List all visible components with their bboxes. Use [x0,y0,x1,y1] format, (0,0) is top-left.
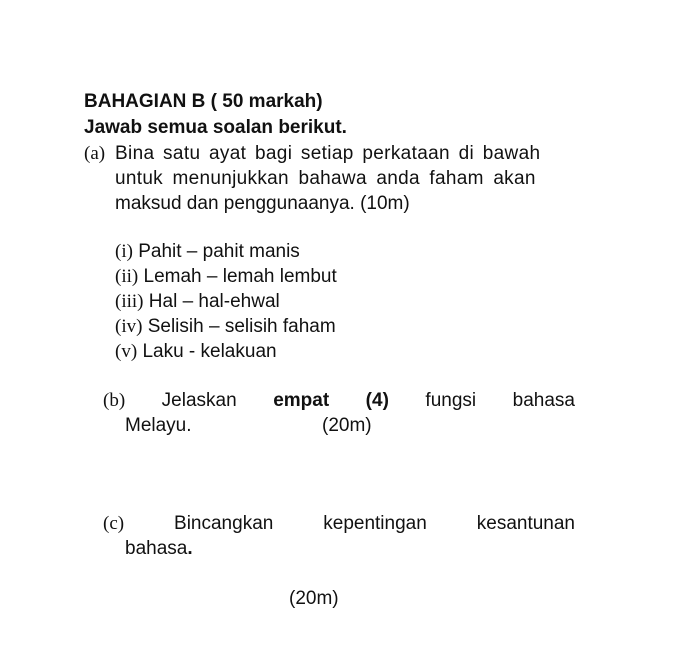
item-numeral: (iv) [115,316,143,337]
section-title: BAHAGIAN B ( 50 markah) [84,91,323,112]
item-text: Laku - kelakuan [142,341,277,362]
question-a-line-2-text: untuk menunjukkan bahawa anda faham akan [115,168,536,189]
question-c-line-2-text: bahasa [125,538,188,559]
list-item [115,290,280,314]
section-instruction: Jawab semua soalan berikut. [84,117,347,138]
question-c-marks: (20m) [289,588,339,609]
list-item [115,315,336,339]
question-b-bold-number: (4) [365,390,389,411]
question-c-line-1 [103,512,575,536]
question-c-word: kesantunan [476,513,575,534]
item-text: Selisih – selisih faham [147,316,336,337]
list-item [115,265,337,289]
item-text: Pahit – pahit manis [138,241,300,262]
question-b-line-1 [103,389,575,413]
question-c-word: Bincangkan [174,513,274,534]
item-numeral: (ii) [115,266,139,287]
question-b-word: fungsi [425,390,477,411]
item-numeral: (iii) [115,291,144,312]
question-b-marks: (20m) [322,415,372,436]
item-text: Hal – hal-ehwal [148,291,280,312]
item-numeral: (v) [115,341,138,362]
item-text: Lemah – lemah lembut [143,266,337,287]
question-a-line-3: maksud dan penggunaanya. (10m) [115,193,410,214]
question-b-word: Jelaskan [161,390,237,411]
question-a-line-1-text: Bina satu ayat bagi setiap perkataan di bawah [115,143,541,164]
question-b-line-2: Melayu. [125,415,192,436]
question-c-word: kepentingan [323,513,427,534]
question-b-bold-word: empat [273,390,330,411]
list-item [115,240,300,264]
list-item [115,340,277,364]
question-b-label: (b) [103,390,126,411]
question-c-line-2 [125,537,193,561]
question-b-word: bahasa [512,390,575,411]
item-numeral: (i) [115,241,133,262]
question-a-line-2 [115,167,575,191]
question-a-label: (a) [84,143,106,164]
question-c-label: (c) [103,513,125,534]
question-c-period: . [187,538,193,559]
question-a-line-1 [115,142,575,166]
